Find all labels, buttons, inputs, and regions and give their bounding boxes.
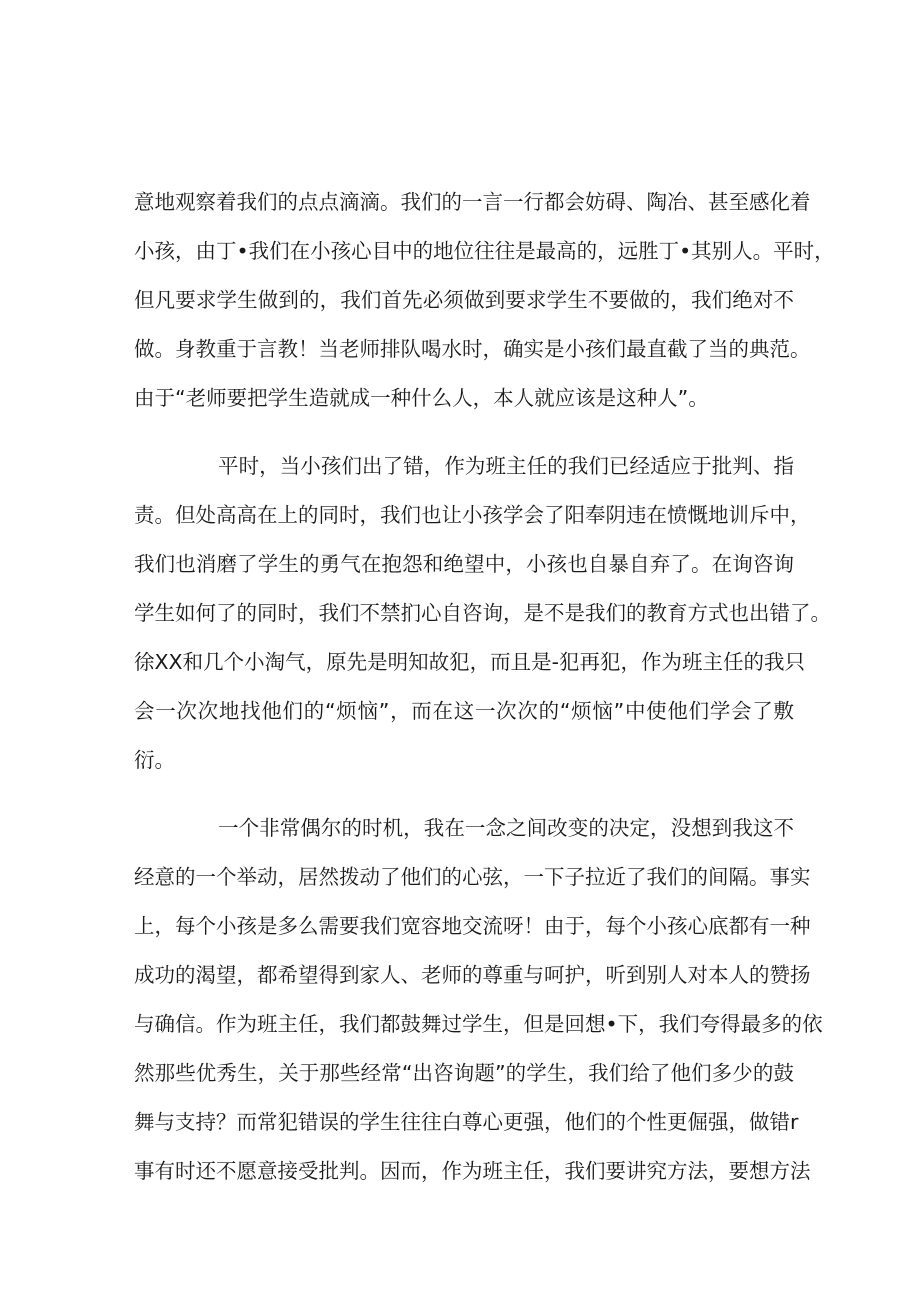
- text-line: 衍。: [134, 748, 175, 772]
- text-line: 舞与支持？而常犯错误的学生往往白尊心更强，他们的个性更倔强，做错r: [134, 1110, 799, 1134]
- text-line: 成功的渴望，都希望得到家人、老师的尊重与呵护，听到别人对本人的赞扬: [134, 963, 811, 987]
- text-line: 但凡要求学生做到的，我们首先必须做到要求学生不要做的，我们绝对不: [134, 288, 794, 312]
- text-line: 我们也消磨了学生的勇气在抱怨和绝望中，小孩也自暴自弃了。在询咨询: [134, 552, 794, 576]
- text-line: 由于“老师要把学生造就成一种什么人，本人就应该是这种人”。: [134, 386, 709, 410]
- text-line: 小孩，由丁•我们在小孩心目中的地位往往是最高的，远胜丁•其别人。平时，: [134, 239, 835, 263]
- text-line: 徐XX和几个小淘气，原先是明知故犯，而且是-犯再犯，作为班主任的我只: [134, 650, 805, 674]
- text-line: 与确信。作为班主任，我们都鼓舞过学生，但是回想•下，我们夸得最多的依: [134, 1012, 823, 1036]
- text-line: 会一次次地找他们的“烦恼”，而在这一次次的“烦恼”中使他们学会了敷: [134, 699, 794, 723]
- text-line: 经意的一个举动，居然拨动了他们的心弦，一下子拉近了我们的间隔。事实: [134, 865, 811, 889]
- text-line: 事有时还不愿意接受批判。因而，作为班主任，我们要讲究方法，要想方法: [134, 1159, 811, 1183]
- text-line: 意地观察着我们的点点滴滴。我们的一言一行都会妨碍、陶冶、甚至感化着: [134, 190, 811, 214]
- text-line: 责。但处高高在上的同时，我们也让小孩学会了阳奉阴违在愤慨地训斥中，: [134, 503, 811, 527]
- text-line: 然那些优秀生，关于那些经常“出咨询题”的学生，我们给了他们多少的鼓: [134, 1061, 794, 1085]
- text-line: 上，每个小孩是多么需要我们宽容地交流呀！由于，每个小孩心底都有一种: [134, 914, 811, 938]
- text-line: 平时，当小孩们出了错，作为班主任的我们已经适应于批判、指: [218, 454, 794, 478]
- text-line: 学生如何了的同时，我们不禁扪心自咨询，是不是我们的教育方式也出错了。: [134, 601, 831, 625]
- text-line: 做。身教重于言教！当老师排队喝水时，确实是小孩们最直截了当的典范。: [134, 337, 811, 361]
- text-line: 一个非常偶尔的时机，我在一念之间改变的决定，没想到我这不: [218, 816, 794, 840]
